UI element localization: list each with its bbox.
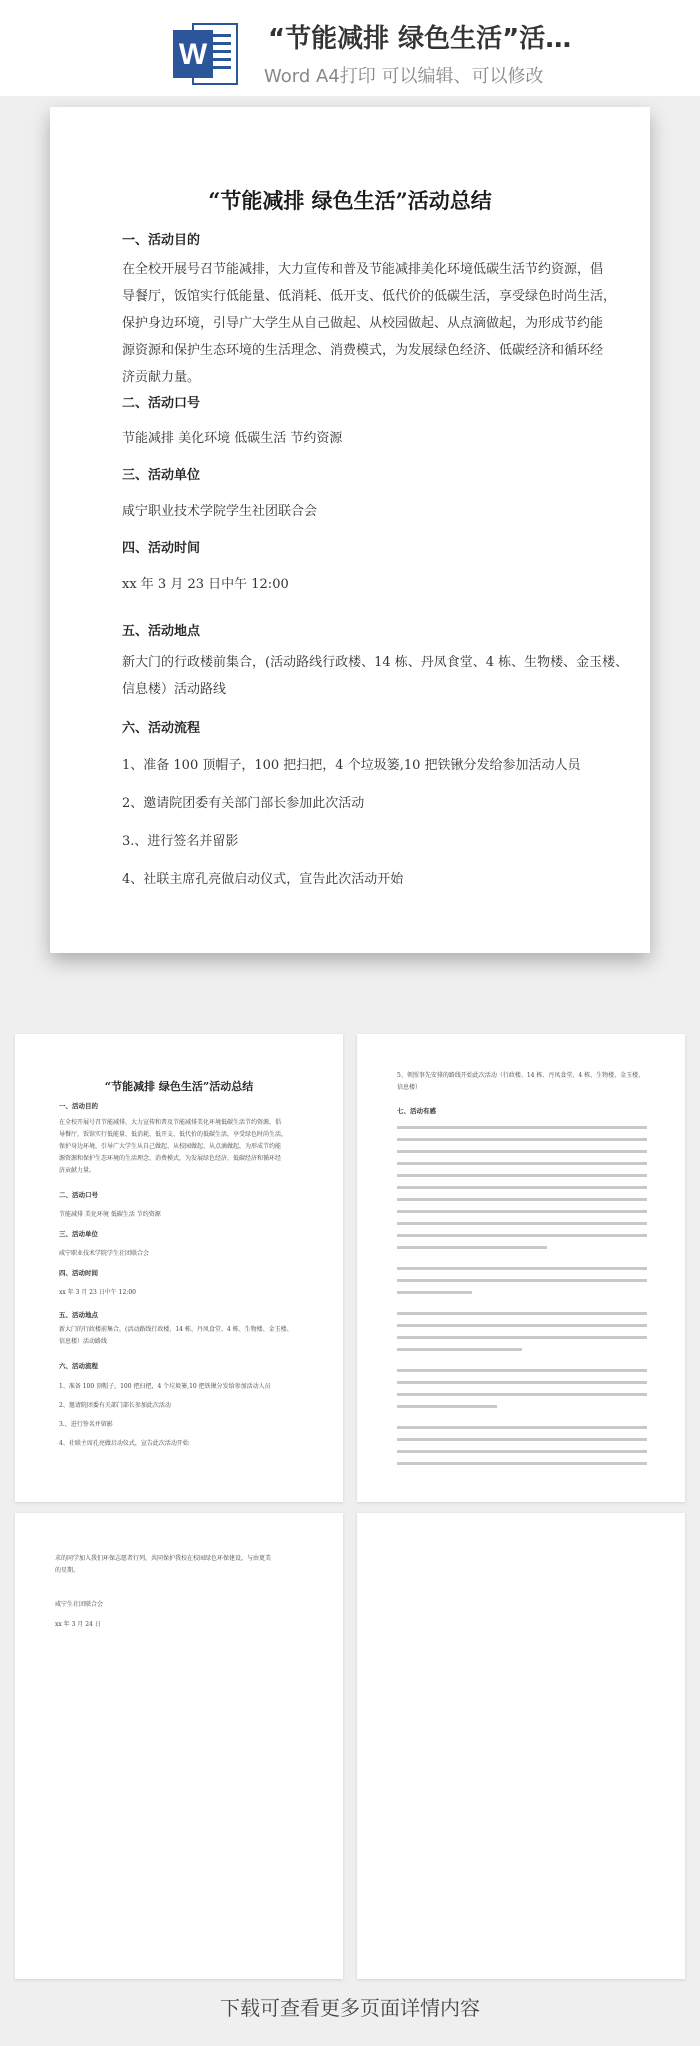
thumb2-body-text-placeholder bbox=[397, 1126, 647, 1474]
process-step-1: 1、准备 100 顶帽子，100 把扫把，4 个垃圾篓,10 把铁锹分发给参加活动人员 bbox=[122, 758, 581, 773]
thumb1-heading-process: 六、活动流程 bbox=[59, 1362, 98, 1370]
thumb2-heading-feelings: 七、活动有感 bbox=[397, 1107, 436, 1115]
thumb1-purpose-paragraph: 在全校开展号召节能减排，大力宣传和普及节能减排美化环境低碳生活节约资源，倡 导餐厅，饭馆实行低能量、低消耗、低开支、低代价的低碳生活，享受绿色时尚生活， 保护身边环境，引导广大学生从自己做起、从校园做起、从点滴做起，为形成节约能 源资源和保护生态环境的生活理念、消费模式，为发展绿色经济、低碳经济和循环经 济贡献力量。 bbox=[59, 1119, 288, 1174]
thumbnail-page-1[interactable] bbox=[15, 1034, 343, 1502]
thumb1-heading-organizer: 三、活动单位 bbox=[59, 1230, 98, 1238]
header-subtitle: Word A4打印 可以编辑、可以修改 bbox=[264, 66, 544, 87]
footer-note: 下载可查看更多页面详情内容 bbox=[220, 1996, 480, 2020]
thumb1-heading-slogan: 二、活动口号 bbox=[59, 1191, 98, 1199]
process-step-3: 3.、进行签名并留影 bbox=[122, 834, 239, 849]
document-page-preview bbox=[50, 107, 650, 953]
section-heading-purpose: 一、活动目的 bbox=[122, 233, 201, 248]
thumb1-heading-purpose: 一、活动目的 bbox=[59, 1102, 98, 1110]
thumb1-location: 新大门的行政楼前集合，(活动路线行政楼、14 栋、丹凤食堂、4 栋、生物楼、金玉楼、 信息楼）活动路线 bbox=[59, 1326, 293, 1345]
word-document-icon bbox=[173, 20, 239, 88]
thumb1-step-1: 1、准备 100 顶帽子，100 把扫把，4 个垃圾篓,10 把铁锹分发给参加活动人员 bbox=[59, 1383, 271, 1390]
time-text: xx 年 3 月 23 日中午 12:00 bbox=[122, 577, 289, 592]
thumb1-time: xx 年 3 月 23 日中午 12:00 bbox=[59, 1289, 136, 1296]
thumb1-organizer: 咸宁职业技术学院学生社团联合会 bbox=[59, 1250, 150, 1257]
thumb3-date: xx 年 3 月 24 日 bbox=[55, 1621, 101, 1628]
thumb1-step-2: 2、邀请院团委有关部门部长参加此次活动 bbox=[59, 1402, 171, 1409]
section-heading-time: 四、活动时间 bbox=[122, 541, 201, 556]
thumb1-slogan: 节能减排 美化环境 低碳生活 节约资源 bbox=[59, 1211, 161, 1218]
section-heading-organizer: 三、活动单位 bbox=[122, 468, 201, 483]
thumbnail-page-4[interactable] bbox=[357, 1513, 685, 1979]
section-heading-process: 六、活动流程 bbox=[122, 721, 201, 736]
section-heading-location: 五、活动地点 bbox=[122, 624, 201, 639]
document-title: “节能减排 绿色生活”活动总结 bbox=[208, 188, 492, 213]
thumb1-step-4: 4、社联主席孔亮做启动仪式，宣告此次活动开始 bbox=[59, 1440, 189, 1447]
purpose-paragraph: 在全校开展号召节能减排，大力宣传和普及节能减排美化环境低碳生活节约资源，倡 导餐厅，饭馆实行低能量、低消耗、低开支、低代价的低碳生活，享受绿色时尚生活， 保护身边环境，引导广大学生从自己做起、从校园做起、从点滴做起，为形成节约能 源资源和保护生态环境的生活理念、消费模式，为发展绿色经济、低碳经济和循环经 济贡献力量。 bbox=[122, 262, 617, 385]
process-step-2: 2、邀请院团委有关部门部长参加此次活动 bbox=[122, 796, 365, 811]
thumbnail-page-2[interactable] bbox=[357, 1034, 685, 1502]
thumb2-top-line: 5、领照事先安排的路线开始此次活动（行政楼、14 栋、丹凤食堂、4 栋、生物楼、金玉楼、信息楼） bbox=[397, 1072, 645, 1091]
process-step-4: 4、社联主席孔亮做启动仪式，宣告此次活动开始 bbox=[122, 872, 404, 887]
thumb1-heading-location: 五、活动地点 bbox=[59, 1311, 98, 1319]
thumb1-heading-time: 四、活动时间 bbox=[59, 1269, 98, 1277]
organizer-text: 咸宁职业技术学院学生社团联合会 bbox=[122, 504, 318, 519]
location-paragraph: 新大门的行政楼前集合，(活动路线行政楼、14 栋、丹凤食堂、4 栋、生物楼、金玉楼、 信息楼）活动路线 bbox=[122, 655, 629, 697]
slogan-text: 节能减排 美化环境 低碳生活 节约资源 bbox=[122, 431, 343, 446]
section-heading-slogan: 二、活动口号 bbox=[122, 396, 201, 411]
svg-text:W: W bbox=[178, 38, 208, 71]
thumb1-step-3: 3.、进行签名并留影 bbox=[59, 1421, 113, 1428]
thumb3-paragraph: 求的同学加入我们环保志愿者行列，共同保护我校在校园绿色环保建设。与由更美 的星期。 bbox=[55, 1555, 272, 1574]
thumb3-signature: 咸宁生社团联合会 bbox=[55, 1601, 104, 1608]
thumb1-title: “节能减排 绿色生活”活动总结 bbox=[104, 1080, 254, 1093]
header-title: “节能减排 绿色生活”活… bbox=[268, 24, 572, 54]
header-banner bbox=[0, 0, 700, 96]
thumbnail-page-3[interactable] bbox=[15, 1513, 343, 1979]
